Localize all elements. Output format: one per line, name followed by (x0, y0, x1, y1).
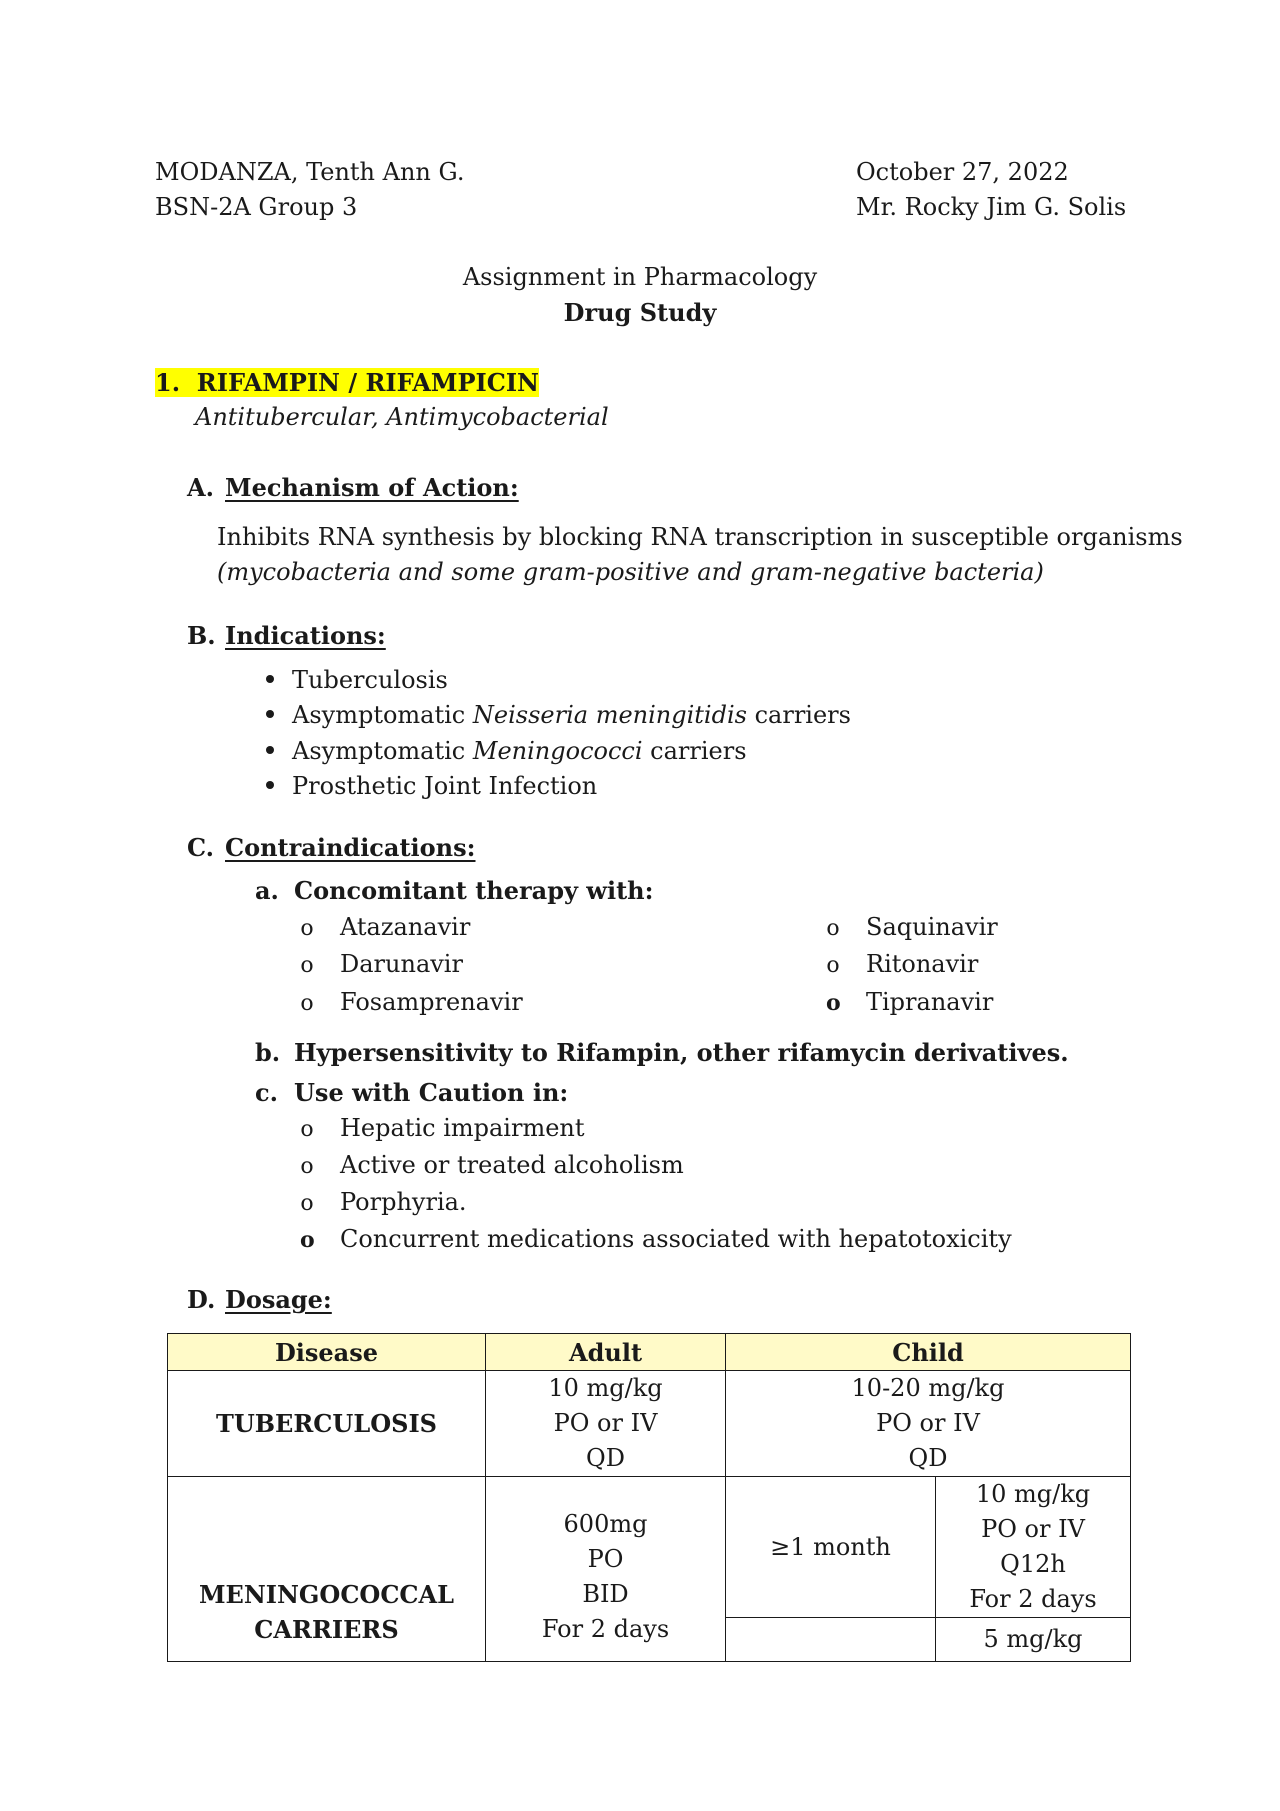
list-item: o Porphyria. (300, 1185, 467, 1221)
adult-dose-cell: 10 mg/kg PO or IV QD (486, 1371, 726, 1477)
circle-bullet-icon: o (300, 1154, 314, 1179)
drug-number: 1. (155, 368, 181, 397)
disease-cell: MENINGOCOCCAL CARRIERS (168, 1477, 486, 1662)
list-item: Tuberculosis (266, 663, 448, 698)
drug-classification: Antitubercular, Antimycobacterial (195, 403, 609, 431)
sub-a-text: Concomitant therapy with: (294, 876, 654, 905)
sub-c-letter: c. (255, 1078, 278, 1107)
sub-b-text: Hypersensitivity to Rifampin, other rifamycin derivatives. (294, 1038, 1069, 1067)
bullet-icon (266, 746, 274, 754)
table-row (168, 1371, 1131, 1477)
column-header: Adult (486, 1334, 726, 1371)
instructor: Mr. Rocky Jim G. Solis (856, 193, 1127, 221)
list-item: o Atazanavir (300, 910, 470, 946)
child-dose-cell: 5 mg/kg (936, 1618, 1131, 1662)
column-header: Child (726, 1334, 1131, 1371)
circle-bullet-icon: o (300, 1117, 314, 1142)
list-item: o Darunavir (300, 947, 463, 983)
child-age-cell: ≥1 month (726, 1477, 936, 1618)
list-item: o Ritonavir (826, 947, 978, 983)
child-age-cell (726, 1618, 936, 1662)
list-item: Prosthetic Joint Infection (266, 769, 597, 804)
circle-bullet-icon: o (300, 916, 314, 941)
bullet-icon (266, 675, 274, 683)
list-item: Asymptomatic Meningococci carriers (266, 734, 747, 769)
section-c-letter: C. (187, 833, 215, 862)
disease-cell: TUBERCULOSIS (168, 1371, 486, 1477)
child-dose-cell: 10 mg/kg PO or IV Q12h For 2 days (936, 1477, 1131, 1618)
list-item: o Concurrent medications associated with hepatotoxicity (300, 1222, 1012, 1258)
drug-name: RIFAMPIN / RIFAMPICIN (196, 368, 539, 397)
table-row (168, 1477, 1131, 1618)
list-item: o Saquinavir (826, 910, 998, 946)
dosage-table (167, 1333, 1131, 1662)
section-a-letter: A. (187, 473, 214, 502)
mechanism-line-1: Inhibits RNA synthesis by blocking RNA transcription in susceptible organisms (217, 523, 1183, 551)
circle-bullet-icon: o (826, 953, 840, 978)
section-b-letter: B. (187, 621, 216, 650)
sub-a-letter: a. (255, 876, 279, 905)
circle-bullet-icon: o (826, 990, 841, 1016)
section-c-heading: Contraindications: (225, 833, 476, 862)
drug-heading (155, 365, 539, 400)
circle-bullet-icon: o (300, 1227, 315, 1253)
title-line-2: Drug Study (563, 298, 717, 327)
circle-bullet-icon: o (300, 991, 314, 1016)
table-header-row (168, 1334, 1131, 1371)
title-line-1: Assignment in Pharmacology (462, 263, 818, 291)
sub-c-text: Use with Caution in: (294, 1078, 569, 1107)
circle-bullet-icon: o (300, 1191, 314, 1216)
section-d-letter: D. (187, 1285, 216, 1314)
circle-bullet-icon: o (826, 916, 840, 941)
bullet-icon (266, 710, 274, 718)
sub-b-letter: b. (255, 1038, 281, 1067)
list-item: o Tipranavir (826, 985, 993, 1021)
list-item: Asymptomatic Neisseria meningitidis carriers (266, 698, 851, 733)
adult-dose-cell: 600mg PO BID For 2 days (486, 1477, 726, 1662)
child-dose-cell: 10-20 mg/kg PO or IV QD (726, 1371, 1131, 1477)
section-b-heading: Indications: (225, 621, 386, 650)
date: October 27, 2022 (856, 158, 1069, 186)
section: BSN-2A Group 3 (155, 193, 358, 221)
section-a-heading: Mechanism of Action: (225, 473, 519, 502)
student-name: MODANZA, Tenth Ann G. (155, 158, 465, 186)
column-header: Disease (168, 1334, 486, 1371)
section-d-heading: Dosage: (225, 1285, 332, 1314)
list-item: o Fosamprenavir (300, 985, 523, 1021)
list-item: o Hepatic impairment (300, 1111, 585, 1147)
mechanism-line-2: (mycobacteria and some gram-positive and gram-negative bacteria) (217, 558, 1044, 586)
list-item: o Active or treated alcoholism (300, 1148, 684, 1184)
bullet-icon (266, 781, 274, 789)
circle-bullet-icon: o (300, 953, 314, 978)
